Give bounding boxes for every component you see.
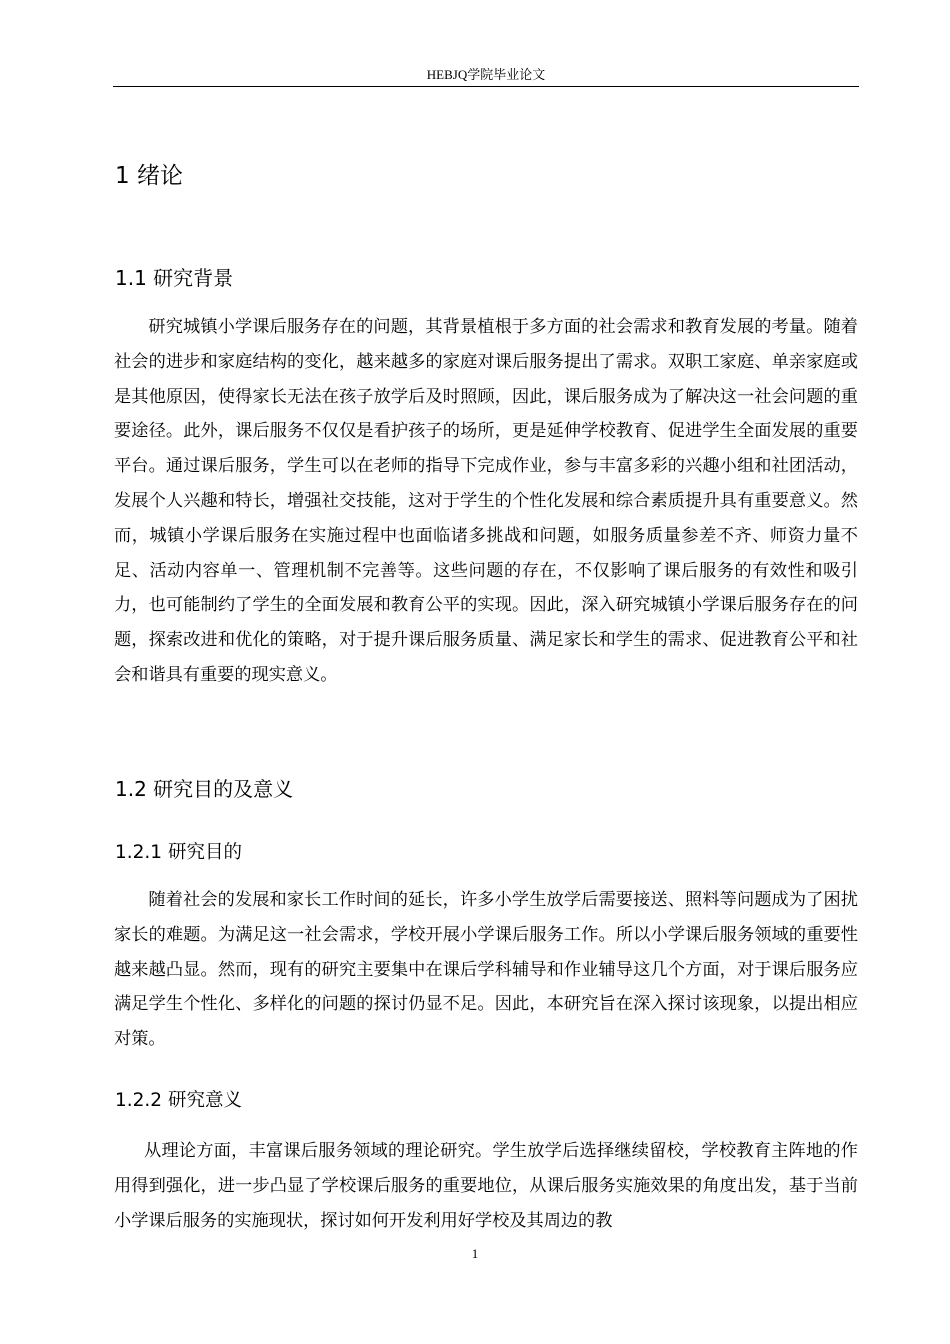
header-rule [113,86,859,87]
subsection-title-1-2-2: 1.2.2 研究意义 [115,1090,242,1111]
subsection-1-2-1-paragraph: 随着社会的发展和家长工作时间的延长，许多小学生放学后需要接送、照料等问题成为了困扰家长的难题。为满足这一社会需求，学校开展小学课后服务工作。所以小学课后服务领域的重要性越来越凸显。然而，现有的研究主要集中在课后学科辅导和作业辅导这几个方面，对于课后服务应满足学生个性化、多样化的问题的探讨仍显不足。因此，本研究旨在深入探讨该现象，以提出相应对策。 [114,890,858,1050]
section-title-1-1: 1.1 研究背景 [115,266,234,290]
subsection-1-2-2-paragraph: 从理论方面，丰富课后服务领域的理论研究。学生放学后选择继续留校，学校教育主阵地的作用得到强化，进一步凸显了学校课后服务的重要地位，从课后服务实施效果的角度出发，基于当前小学课后服务的实施现状，探讨如何开发利用好学校及其周边的教 [114,1141,858,1231]
subsection-title-1-2-1: 1.2.1 研究目的 [115,842,242,863]
chapter-title: 1 绪论 [115,163,183,189]
running-header: HEBJQ学院毕业论文 [426,67,546,82]
page-number: 1 [471,1246,479,1261]
section-title-1-2: 1.2 研究目的及意义 [115,777,294,801]
section-1-1-paragraph: 研究城镇小学课后服务存在的问题，其背景植根于多方面的社会需求和教育发展的考量。随着社会的进步和家庭结构的变化，越来越多的家庭对课后服务提出了需求。双职工家庭、单亲家庭或是其他原因，使得家长无法在孩子放学后及时照顾，因此，课后服务成为了解决这一社会问题的重要途径。此外，课后服务不仅仅是看护孩子的场所，更是延伸学校教育、促进学生全面发展的重要平台。通过课后服务，学生可以在老师的指导下完成作业，参与丰富多彩的兴趣小组和社团活动，发展个人兴趣和特长，增强社交技能，这对于学生的个性化发展和综合素质提升具有重要意义。然而，城镇小学课后服务在实施过程中也面临诸多挑战和问题，如服务质量参差不齐、师资力量不足、活动内容单一、管理机制不完善等。这些问题的存在，不仅影响了课后服务的有效性和吸引力，也可能制约了学生的全面发展和教育公平的实现。因此，深入研究城镇小学课后服务存在的问题，探索改进和优化的策略，对于提升课后服务质量、满足家长和学生的需求、促进教育公平和社会和谐具有重要的现实意义。 [114,317,858,685]
